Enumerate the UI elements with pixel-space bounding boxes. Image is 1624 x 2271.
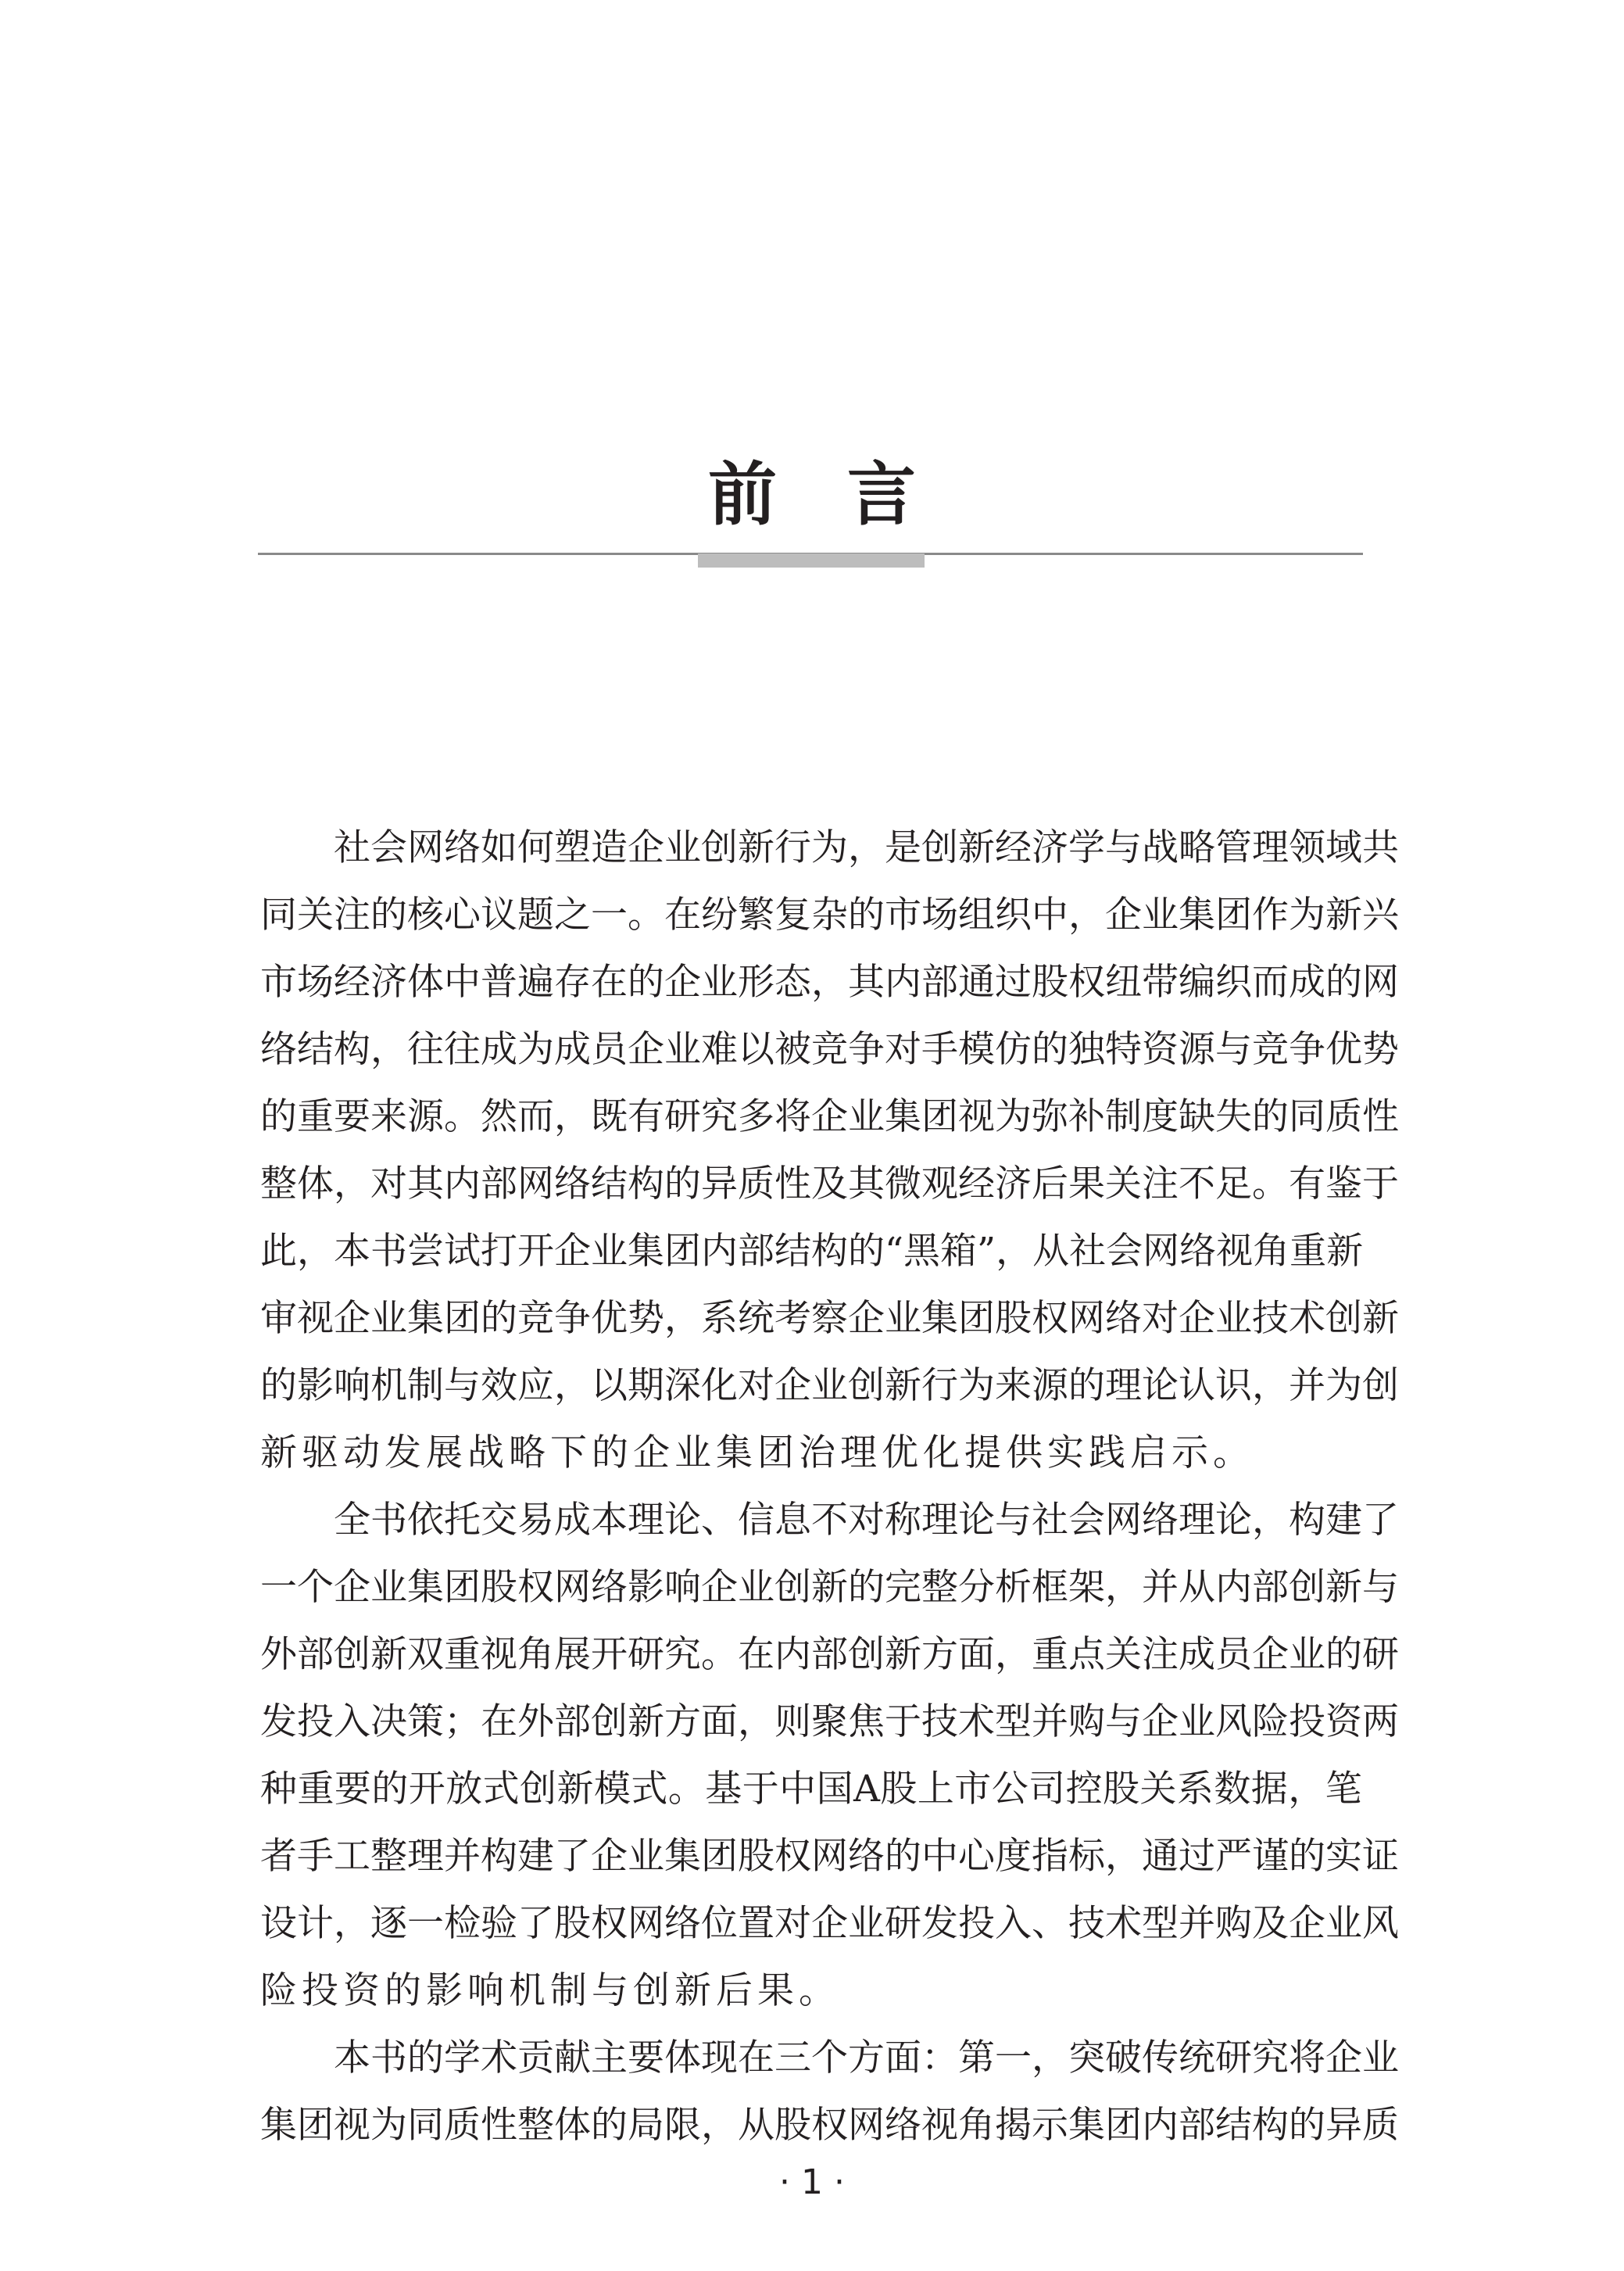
text-line: 本 书 的 学 术 贡 献 主 要 体 现 在 三 个 方 面 ： 第 一 ， 突 破 传 统 研 究 将 企 业 xyxy=(334,2036,1399,2079)
text-line: 社 会 网 络 如 何 塑 造 企 业 创 新 行 为 ， 是 创 新 经 济 学 与 战 略 管 理 领 域 共 xyxy=(334,826,1399,869)
text-line: 集 团 视 为 同 质 性 整 体 的 局 限 ， 从 股 权 网 络 视 角 揭 示 集 团 内 部 结 构 的 异 质 xyxy=(260,2104,1399,2147)
text-line: 同 关 注 的 核 心 议 题 之 一 。 在 纷 繁 复 杂 的 市 场 组 织 中 ， 企 业 集 团 作 为 新 兴 xyxy=(260,894,1399,937)
text-line: 的 影 响 机 制 与 效 应 ， 以 期 深 化 对 企 业 创 新 行 为 来 源 的 理 论 认 识 ， 并 为 创 xyxy=(260,1364,1399,1407)
text-line: 设 计 ， 逐 一 检 验 了 股 权 网 络 位 置 对 企 业 研 发 投 入 、 技 术 型 并 购 及 企 业 风 xyxy=(260,1902,1399,1945)
text-line: 市 场 经 济 体 中 普 遍 存 在 的 企 业 形 态 ， 其 内 部 通 过 股 权 纽 带 编 织 而 成 的 网 xyxy=(260,961,1399,1004)
chapter-title-part1: 前 xyxy=(707,453,777,535)
text-line: 的 重 要 来 源 。 然 而 ， 既 有 研 究 多 将 企 业 集 团 视 为 弥 补 制 度 缺 失 的 同 质 性 xyxy=(260,1095,1399,1138)
page-number: · 1 · xyxy=(779,2162,845,2202)
text-line: 外 部 创 新 双 重 视 角 展 开 研 究 。 在 内 部 创 新 方 面 ， 重 点 关 注 成 员 企 业 的 研 xyxy=(260,1633,1399,1676)
text-line: 全 书 依 托 交 易 成 本 理 论 、 信 息 不 对 称 理 论 与 社 会 网 络 理 论 ， 构 建 了 xyxy=(334,1499,1399,1542)
text-line: 险投资的影响机制与创新后果。 xyxy=(260,1969,840,2012)
text-line: 发 投 入 决 策 ； 在 外 部 创 新 方 面 ， 则 聚 焦 于 技 术 型 并 购 与 企 业 风 险 投 资 两 xyxy=(260,1700,1399,1743)
text-line: 者 手 工 整 理 并 构 建 了 企 业 集 团 股 权 网 络 的 中 心 度 指 标 ， 通 过 严 谨 的 实 证 xyxy=(260,1835,1399,1878)
text-line: 种 重 要 的 开 放 式 创 新 模 式 。 基 于 中 国 A 股 上 市 公 司 控 股 关 系 数 据 ， 笔 xyxy=(260,1768,1362,1811)
text-line: 此 ， 本 书 尝 试 打 开 企 业 集 团 内 部 结 构 的 “ 黑 箱 ” ， 从 社 会 网 络 视 角 重 新 xyxy=(260,1230,1364,1273)
preface-body xyxy=(260,815,1399,2159)
title-underline-accent xyxy=(698,553,925,568)
chapter-title xyxy=(0,447,1624,541)
text-line: 新驱动发展战略下的企业集团治理优化提供实践启示。 xyxy=(260,1431,1254,1474)
chapter-title-part2: 言 xyxy=(847,453,917,535)
text-line: 审 视 企 业 集 团 的 竞 争 优 势 ， 系 统 考 察 企 业 集 团 股 权 网 络 对 企 业 技 术 创 新 xyxy=(260,1297,1399,1340)
text-line: 整 体 ， 对 其 内 部 网 络 结 构 的 异 质 性 及 其 微 观 经 济 后 果 关 注 不 足 。 有 鉴 于 xyxy=(260,1162,1399,1205)
text-line: 一 个 企 业 集 团 股 权 网 络 影 响 企 业 创 新 的 完 整 分 析 框 架 ， 并 从 内 部 创 新 与 xyxy=(260,1566,1399,1609)
text-line: 络 结 构 ， 往 往 成 为 成 员 企 业 难 以 被 竞 争 对 手 模 仿 的 独 特 资 源 与 竞 争 优 势 xyxy=(260,1028,1399,1071)
